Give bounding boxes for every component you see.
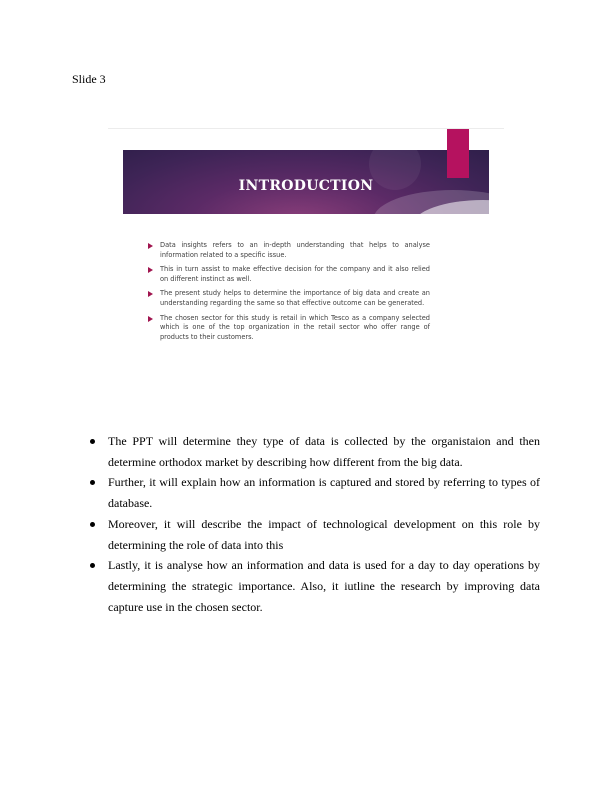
body-bullet-text: The PPT will determine they type of data is collected by the organistaion and then determine orthodox market by describing how different from the big data. — [108, 434, 540, 469]
triangle-bullet-icon — [148, 267, 153, 273]
body-bullet-item — [90, 472, 540, 513]
body-bullet-text: Further, it will explain how an information is captured and stored by referring to types of database. — [108, 475, 540, 511]
body-bullet-item — [90, 431, 540, 472]
body-bullet-item — [90, 514, 540, 555]
bullet-dot-icon — [90, 439, 95, 444]
slide-bullet-item — [148, 241, 430, 260]
body-bullet-text: Moreover, it will describe the impact of technological development on this role by determining the role of data into this — [108, 516, 540, 552]
slide-label: Slide 3 — [72, 72, 106, 86]
bullet-dot-icon — [90, 522, 95, 527]
triangle-bullet-icon — [148, 243, 153, 249]
slide-bullet-item — [148, 265, 430, 284]
slide-thumbnail — [108, 128, 504, 375]
body-bullet-item — [90, 555, 540, 617]
slide-bullet-item — [148, 289, 430, 308]
slide-title: INTRODUCTION — [238, 178, 374, 194]
slide-bullet-text: The chosen sector for this study is retail in which Tesco as a company selected which is one of the top organization in the retail sector who offer range of products to their customers. — [160, 313, 430, 341]
triangle-bullet-icon — [148, 316, 153, 322]
slide-bullet-text: The present study helps to determine the importance of big data and create an understanding regarding the same so that effective outcome can be generated. — [160, 289, 430, 307]
slide-bullet-text: Data insights refers to an in-depth understanding that helps to analyse information related to a specific issue. — [160, 241, 430, 259]
body-bullet-list — [90, 431, 540, 617]
triangle-bullet-icon — [148, 291, 153, 297]
accent-tab — [447, 129, 469, 178]
slide-bullet-text: This in turn assist to make effective decision for the company and it also relied on different instinct as well. — [160, 265, 430, 283]
bullet-dot-icon — [90, 563, 95, 568]
slide-header-banner — [123, 150, 489, 214]
bullet-dot-icon — [90, 480, 95, 485]
body-bullet-text: Lastly, it is analyse how an information and data is used for a day to day operations by determining the strategic importance. Also, it iutline the research by improving data capture use in the chosen sector. — [108, 558, 540, 614]
slide-bullet-item — [148, 314, 430, 343]
slide-bullet-list — [148, 241, 430, 347]
